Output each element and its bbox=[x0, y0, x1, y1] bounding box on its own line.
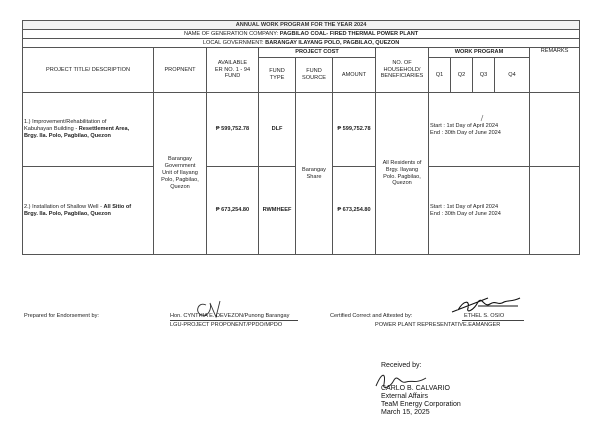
row1-fund-type: DLF bbox=[259, 93, 296, 167]
col-q3-header: Q3 bbox=[473, 58, 495, 93]
row2-schedule bbox=[429, 167, 530, 255]
col-beneficiaries-header bbox=[376, 48, 429, 93]
row1-title-line1: 1.) Improvement/Rehabilitation of bbox=[24, 119, 107, 126]
attester-name: ETHEL S. OSIO bbox=[464, 313, 505, 319]
proponent-line1: Barangay bbox=[168, 156, 192, 163]
form-title: ANNUAL WORK PROGRAM FOR THE YEAR 2024 bbox=[23, 21, 580, 30]
proponent-name: Hon. CYNTHIA E. DEVEZON/Punong Barangay bbox=[170, 313, 290, 319]
attester-role: POWER PLANT REPRESENTATIVE.EAMANGER bbox=[375, 322, 501, 328]
company-label: NAME OF GENERATION COMPANY: bbox=[183, 30, 279, 37]
row1-title-line2b: Resettlement Area, bbox=[78, 126, 130, 132]
beneficiaries-line3: Polo. Pagbilao, bbox=[383, 173, 421, 180]
col-beneficiaries-line1: NO. OF bbox=[392, 59, 412, 66]
row2-title-line1a: 2.) Installation of Shallow Well - bbox=[24, 203, 104, 210]
received-label: Received by: bbox=[381, 362, 422, 369]
receiver-company: TeaM Energy Corporation bbox=[381, 401, 461, 408]
work-program-header: WORK PROGRAM bbox=[429, 48, 530, 58]
col-q1-header: Q1 bbox=[429, 58, 451, 93]
proponent-role: LGU-PROJECT PROPONENT/PPDO/MPDO bbox=[170, 322, 283, 328]
table-row bbox=[23, 93, 580, 167]
row2-project-title bbox=[23, 167, 154, 255]
proponent-line4: Polo, Pagbilao, bbox=[161, 176, 199, 183]
attester-sign-line bbox=[462, 320, 524, 321]
row2-available-fund: ₱ 673,254.80 bbox=[207, 167, 259, 255]
col-available-header bbox=[207, 48, 259, 93]
row2-title-line1b: All Sitio of bbox=[103, 203, 132, 210]
row1-schedule bbox=[429, 93, 530, 167]
row1-amount: ₱ 599,752.78 bbox=[333, 93, 376, 167]
fund-source-line1: Barangay bbox=[302, 166, 326, 173]
row1-start-date: Start : 1st Day of April 2024 bbox=[430, 122, 499, 129]
row2-remarks bbox=[530, 167, 580, 255]
col-proponent-header: PROPNENT bbox=[154, 48, 207, 93]
row2-end-date: End : 30th Day of June 2024 bbox=[430, 210, 501, 217]
prepared-label: Prepared for Endorsement by: bbox=[24, 313, 99, 319]
receiver-department: External Affairs bbox=[381, 393, 428, 400]
col-amount-header: AMOUNT bbox=[333, 58, 376, 93]
beneficiaries-line1: All Residents of bbox=[382, 159, 422, 166]
row1-title-line2a: Kabuhayan Building - bbox=[24, 126, 79, 132]
col-fund-source-line2: SOURCE bbox=[302, 75, 326, 81]
proponent-line3: Unit of Ilayang bbox=[162, 170, 198, 176]
project-cost-header: PROJECT COST bbox=[259, 48, 376, 58]
beneficiaries-cell bbox=[376, 93, 429, 255]
col-project-header: PROJECT TITLE/ DESCRIPTION bbox=[23, 48, 154, 93]
row1-end-date: End : 30th Day of June 2024 bbox=[430, 129, 501, 136]
row2-amount: ₱ 673,254.80 bbox=[333, 167, 376, 255]
row2-fund-type: RWMHEEF bbox=[259, 167, 296, 255]
work-program-table bbox=[22, 20, 580, 255]
col-q2-header: Q2 bbox=[451, 58, 473, 93]
col-available-line1: AVAILABLE bbox=[217, 59, 248, 66]
certified-label: Certified Correct and Attested by: bbox=[330, 313, 413, 319]
receiver-name: CARLO B. CALVARIO bbox=[381, 385, 450, 392]
company-line bbox=[23, 30, 580, 39]
row2-start-date: Start : 1st Day of April 2024 bbox=[430, 203, 499, 210]
col-available-line2: ER NO. 1 - 94 bbox=[214, 66, 251, 73]
row2-title-line2: Brgy. Ila. Polo, Pagbilao, Quezon bbox=[24, 210, 111, 217]
beneficiaries-line2: Brgy. Ilayang bbox=[385, 166, 419, 173]
beneficiaries-line4: Quezon bbox=[392, 180, 412, 187]
tick-mark bbox=[480, 114, 484, 122]
col-fund-type-header bbox=[259, 58, 296, 93]
col-fund-type-line1: FUND bbox=[269, 68, 285, 75]
lgu-name: BARANGAY ILAYANG POLO, PAGBILAO, QUEZON bbox=[265, 39, 400, 46]
proponent-sign-line bbox=[170, 320, 298, 321]
company-name: PAGBILAO COAL- FIRED THERMAL POWER PLANT bbox=[279, 30, 419, 37]
col-q4-header: Q4 bbox=[495, 58, 530, 93]
lgu-label: LOCAL GOVERNMENT: bbox=[202, 39, 264, 46]
row1-project-title bbox=[23, 93, 154, 167]
row1-available-fund: ₱ 599,752.78 bbox=[207, 93, 259, 167]
received-date: March 15, 2025 bbox=[381, 409, 430, 416]
col-available-line3: FUND bbox=[224, 73, 241, 80]
fund-source-line2: Share bbox=[306, 173, 322, 180]
col-remarks-header: REMARKS bbox=[530, 48, 580, 93]
row1-title-line3: Brgy. Ila. Polo, Pagbilao, Quezon bbox=[24, 132, 111, 139]
col-beneficiaries-line3: BENEFICIARIES bbox=[380, 73, 424, 80]
col-fund-type-line2: TYPE bbox=[269, 75, 285, 81]
proponent-cell bbox=[154, 93, 207, 255]
proponent-line5: Quezon bbox=[170, 183, 190, 190]
proponent-line2: Government bbox=[164, 163, 196, 170]
col-beneficiaries-line2: HOUSEHOLD/ bbox=[383, 66, 421, 73]
fund-source-cell bbox=[296, 93, 333, 255]
lgu-line bbox=[23, 39, 580, 48]
col-fund-source-header bbox=[296, 58, 333, 93]
row1-remarks bbox=[530, 93, 580, 167]
col-fund-source-line1: FUND bbox=[306, 68, 322, 75]
